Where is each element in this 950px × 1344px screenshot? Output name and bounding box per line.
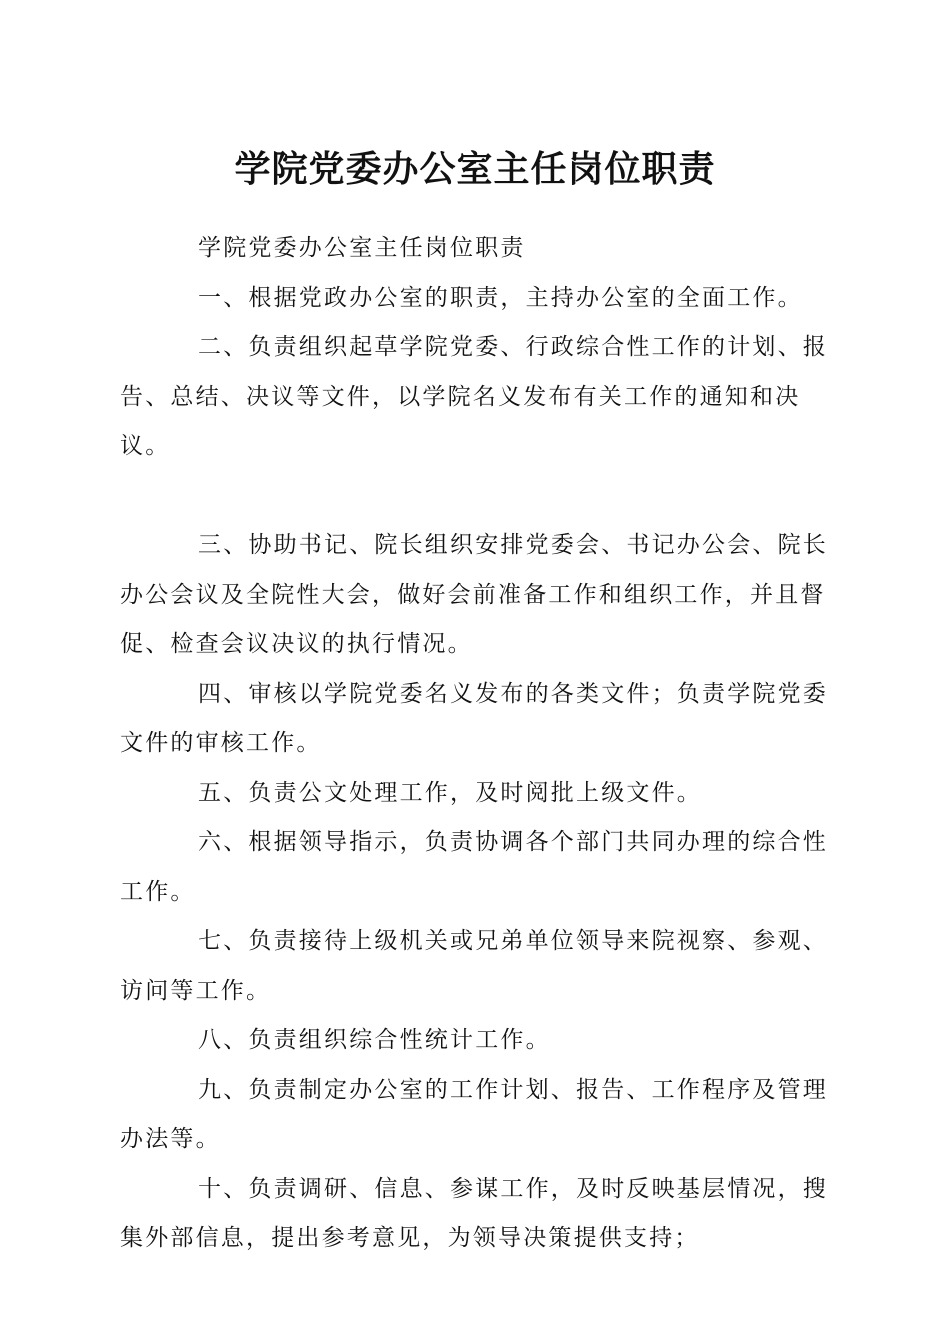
document-title: 学院党委办公室主任岗位职责 [234, 149, 716, 190]
paragraph-heading: 学院党委办公室主任岗位职责 [198, 235, 526, 261]
paragraph-item-7: 七、负责接待上级机关或兄弟单位领导来院视察、参观、访问等工作。 [120, 928, 828, 1004]
paragraph-item-9: 九、负责制定办公室的工作计划、报告、工作程序及管理办法等。 [120, 1076, 828, 1152]
paragraph-item-4: 四、审核以学院党委名义发布的各类文件；负责学院党委文件的审核工作。 [120, 680, 828, 756]
paragraph-item-8: 八、负责组织综合性统计工作。 [198, 1027, 551, 1053]
paragraph-item-6: 六、根据领导指示，负责协调各个部门共同办理的综合性工作。 [120, 829, 828, 905]
paragraph-item-5: 五、负责公文处理工作，及时阅批上级文件。 [198, 779, 702, 806]
paragraph-item-1: 一、根据党政办公室的职责，主持办公室的全面工作。 [198, 284, 803, 311]
paragraph-item-3: 三、协助书记、院长组织安排党委会、书记办公会、院长办公会议及全院性大会，做好会前准备工作和组织工作，并且督促、检查会议决议的执行情况。 [120, 532, 828, 657]
paragraph-item-10: 十、负责调研、信息、参谋工作，及时反映基层情况，搜集外部信息，提出参考意见，为领导决策提供支持； [120, 1175, 828, 1251]
paragraph-item-2: 二、负责组织起草学院党委、行政综合性工作的计划、报告、总结、决议等文件，以学院名义发布有关工作的通知和决议。 [120, 334, 828, 459]
document-body [120, 224, 836, 1264]
